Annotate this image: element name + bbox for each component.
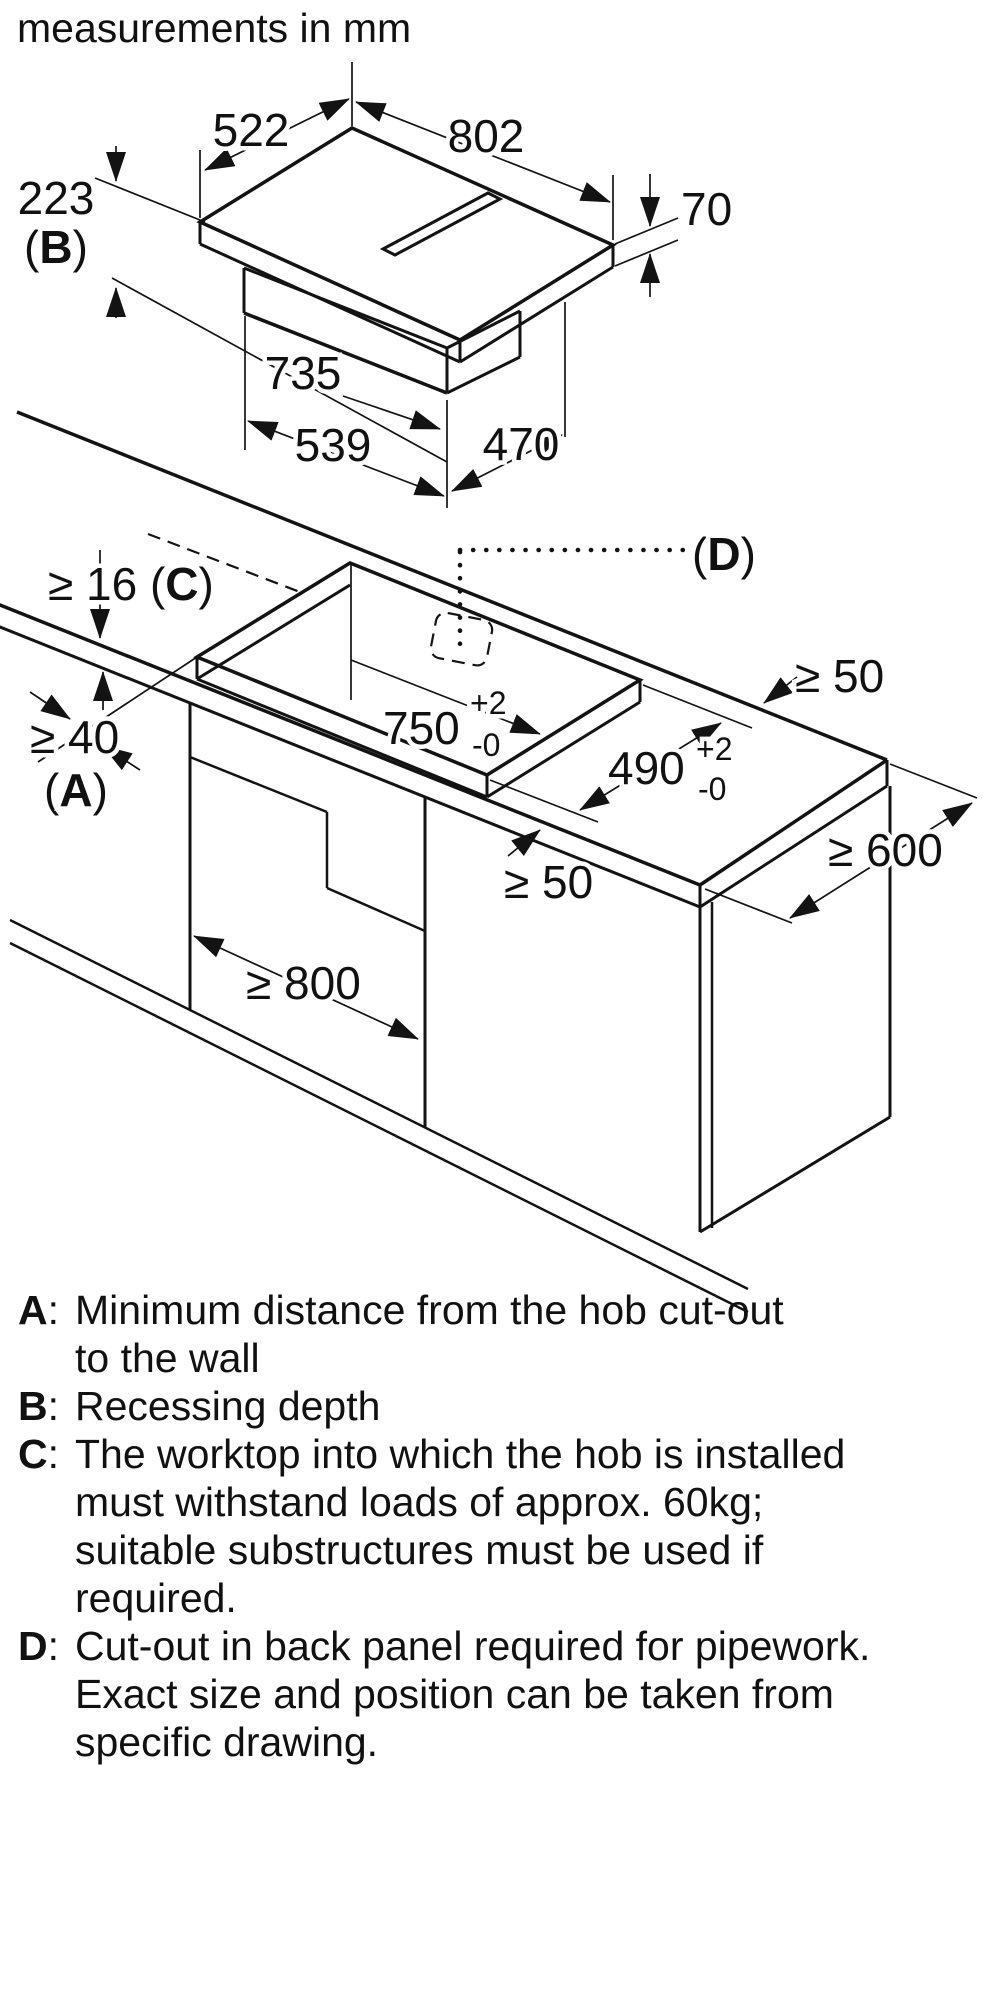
dim-735-label: 735 [264,347,342,399]
legend-text: Cut-out in back panel required for pipework. [75,1623,871,1669]
legend-text: Minimum distance from the hob cut-out [75,1287,784,1333]
legend-text: to the wall [75,1335,260,1381]
dim-thickness-c [48,550,214,710]
legend-text: Recessing depth [75,1383,381,1429]
dim-50-front [504,830,593,908]
dim-70-label: 70 [681,183,733,235]
dim-thickness-label: ≥ 16 (C) [48,558,214,610]
pipework-ref-label: (D) [692,528,756,580]
dim-wall-ref-label: (A) [44,764,108,816]
dim-522-label: 522 [212,104,290,156]
legend-text: required. [75,1575,237,1621]
dim-wall-label: ≥ 40 [30,711,120,763]
dim-750-tol-minus: -0 [472,727,501,763]
dim-490-label: 490 [608,742,685,794]
legend-text: Exact size and position can be taken from [75,1671,834,1717]
dim-539-label: 539 [294,419,372,471]
hob-glass-top [200,128,613,340]
dim-800-label: ≥ 800 [246,957,361,1009]
dim-750-tol-plus: +2 [470,685,507,721]
dim-490-tol-minus: -0 [698,771,727,807]
worktop-diagram [0,412,977,1312]
legend-text: suitable substructures must be used if [75,1527,764,1573]
dim-50-back [764,650,884,703]
legend-text: The worktop into which the hob is installed [75,1431,846,1477]
dim-802-label: 802 [447,110,525,162]
dim-600 [705,764,977,923]
hob-body [200,128,613,393]
legend-text: must withstand loads of approx. 60kg; [75,1479,764,1525]
legend-item-a [18,1286,870,1382]
legend-key-a: A: [18,1287,60,1333]
dim-223-ref-label: (B) [24,221,88,273]
dim-600-label: ≥ 600 [828,824,943,876]
dim-750-label: 750 [383,702,460,754]
legend-text: specific drawing. [75,1719,379,1765]
legend [18,1286,870,1766]
legend-item-d [18,1622,870,1766]
dim-50-front-label: ≥ 50 [504,856,594,908]
page-title: measurements in mm [17,5,412,51]
legend-key-b: B: [18,1383,60,1429]
dim-wall-a [30,655,200,816]
dim-800 [194,936,418,1039]
dim-223-label: 223 [17,172,95,224]
legend-item-c [18,1430,870,1622]
hob-diagram [18,62,733,508]
legend-item-b [18,1382,870,1430]
dim-70 [615,174,732,297]
cabinet-structure [10,703,890,1312]
legend-key-c: C: [18,1431,60,1477]
dim-470-label: 470 [482,418,560,470]
dim-50-back-label: ≥ 50 [795,650,885,702]
legend-key-d: D: [18,1623,60,1669]
dim-539 [248,400,447,508]
dim-490-tol-plus: +2 [696,731,733,767]
